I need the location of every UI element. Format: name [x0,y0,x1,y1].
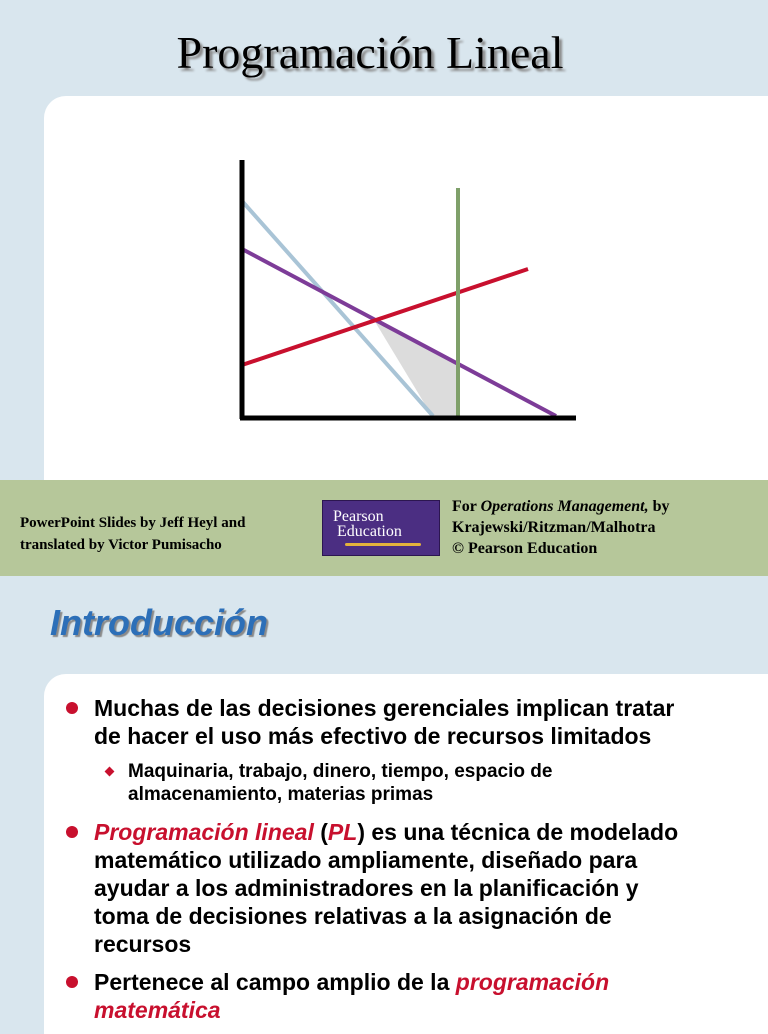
book-reference [452,496,670,559]
highlight-term: matemática [94,997,221,1023]
feasible-region [374,320,458,416]
highlight-term: programación [455,969,610,995]
linear-programming-graph [0,0,768,480]
bullet-text-line: de hacer el uso más efectivo de recursos limitados [94,723,652,749]
book-line-1 [452,496,670,517]
highlight-abbr: PL [327,819,358,845]
slide-two: Introducción Muchas de las decisiones gerenciales implican tratar de hacer el uso más efectivo de recursos limitados Maquinaria, trabajo, dinero, tiempo, espacio de almacenamiento, materias primas Programación lineal (PL) es una técnica de modelado matemático utilizado ampliamente, diseñado para ayudar a los administradores en la planificación y toma de decisiones relativas a la asignación de recursos Pertenece al campo amplio de la programación matemática [0,576,768,1024]
for-prefix: For [452,498,481,515]
bullet-text-line: Muchas de las decisiones gerenciales implican tratar [94,695,675,721]
logo-line-1: Pearson [333,508,384,525]
slide-credits [20,512,245,556]
logo-line-2: Education [337,523,402,540]
slide-one [0,0,768,480]
bullet-text-line: toma de decisiones relativas a la asignación de [94,903,612,929]
book-title: Operations Management, [480,498,649,515]
bullet-dot-icon [66,976,78,988]
book-authors: Krajewski/Ritzman/Malhotra [452,519,656,536]
slide-title: Programación Lineal [176,27,564,78]
bullet-text-line: ayudar a los administradores en la planificación y [94,875,639,901]
credit-line-2: translated by Victor Pumisacho [20,537,222,553]
sub-bullet-text-line: almacenamiento, materias primas [128,784,434,805]
slide-title: Introducción [50,602,268,643]
bullet-text-line: matemático utilizado ampliamente, diseñado para [94,847,638,873]
highlight-term: Programación lineal [94,819,314,845]
bullet-text-line: recursos [94,931,192,957]
sub-bullet-text-line: Maquinaria, trabajo, dinero, tiempo, espacio de [128,761,553,782]
bullet-dot-icon [66,826,78,838]
red-constraint-line [242,269,528,365]
credit-line-1: PowerPoint Slides by Jeff Heyl and [20,515,246,531]
logo-swoosh-icon [345,543,421,546]
book-copyright: © Pearson Education [452,540,598,557]
slide-footer [0,480,768,576]
pearson-education-logo [322,500,440,556]
by-suffix: by [648,498,670,515]
bullet-dot-icon [66,702,78,714]
